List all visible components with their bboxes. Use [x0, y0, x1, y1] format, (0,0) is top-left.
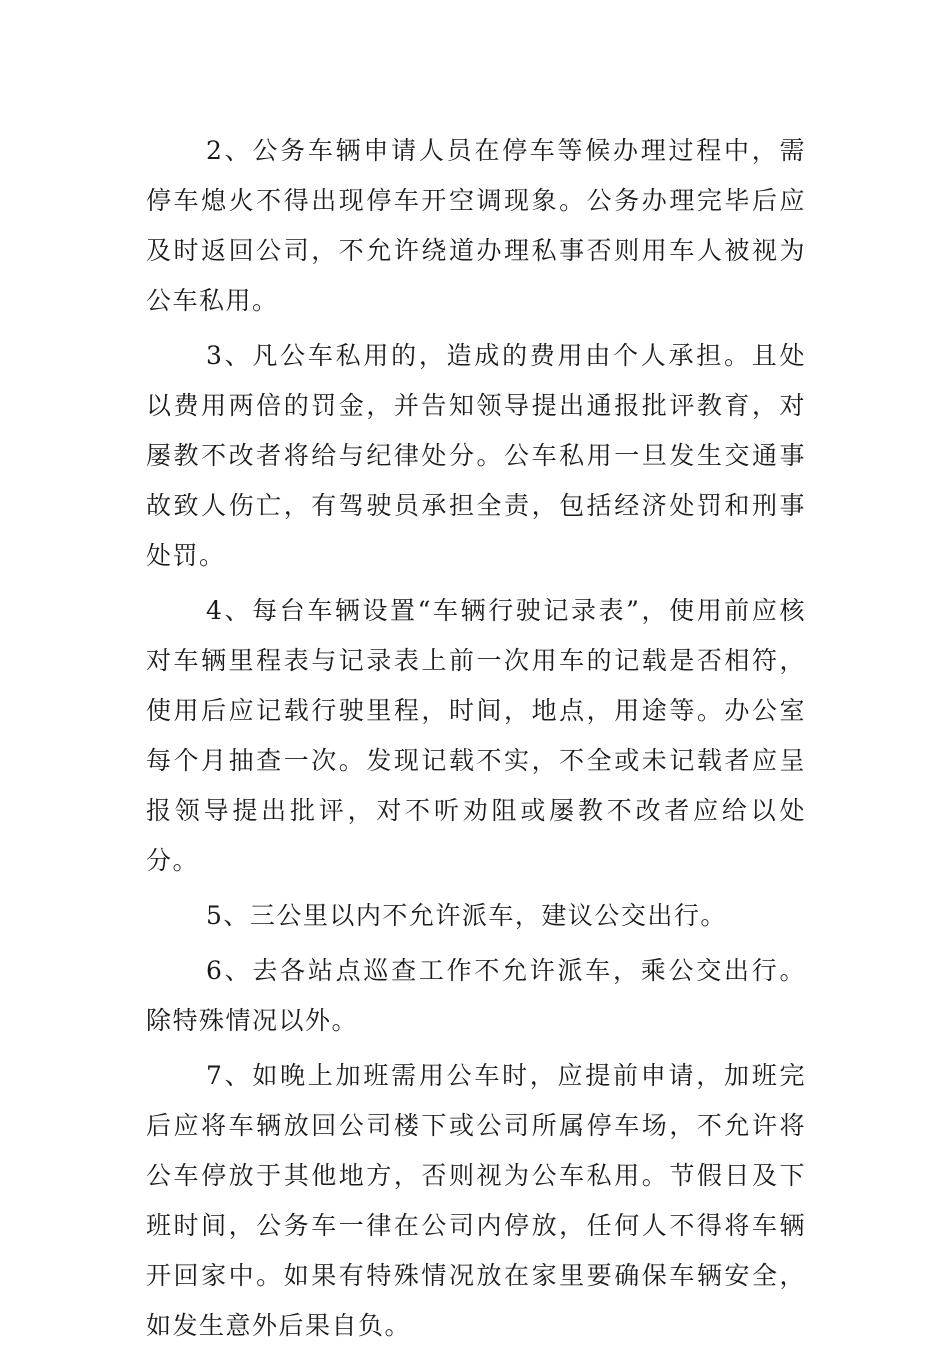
- paragraph-rule-7: 7、如晚上加班需用公车时，应提前申请，加班完后应将车辆放回公司楼下或公司所属停车场，不允许将公车停放于其他地方，否则视为公车私用。节假日及下班时间，公务车一律在公司内停放，任何人不得将车辆开回家中。如果有特殊情况放在家里要确保车辆安全，如发生意外后果自负。: [146, 1061, 806, 1340]
- document-body: [146, 126, 806, 1351]
- paragraph-rule-4: 4、每台车辆设置“车辆行驶记录表”，使用前应核对车辆里程表与记录表上前一次用车的记载是否相符，使用后应记载行驶里程，时间，地点，用途等。办公室每个月抽查一次。发现记载不实，不全或未记载者应呈报领导提出批评，对不听劝阻或屡教不改者应给以处分。: [146, 596, 806, 875]
- paragraph-rule-5: 5、三公里以内不允许派车，建议公交出行。: [206, 901, 727, 930]
- paragraph-rule-2: 2、公务车辆申请人员在停车等候办理过程中，需停车熄火不得出现停车开空调现象。公务办理完毕后应及时返回公司，不允许绕道办理私事否则用车人被视为公车私用。: [146, 136, 806, 315]
- paragraph-rule-3: 3、凡公车私用的，造成的费用由个人承担。且处以费用两倍的罚金，并告知领导提出通报批评教育，对屡教不改者将给与纪律处分。公车私用一旦发生交通事故致人伤亡，有驾驶员承担全责，包括经济处罚和刑事处罚。: [146, 341, 806, 570]
- paragraph-rule-6: 6、去各站点巡查工作不允许派车，乘公交出行。除特殊情况以外。: [146, 956, 806, 1035]
